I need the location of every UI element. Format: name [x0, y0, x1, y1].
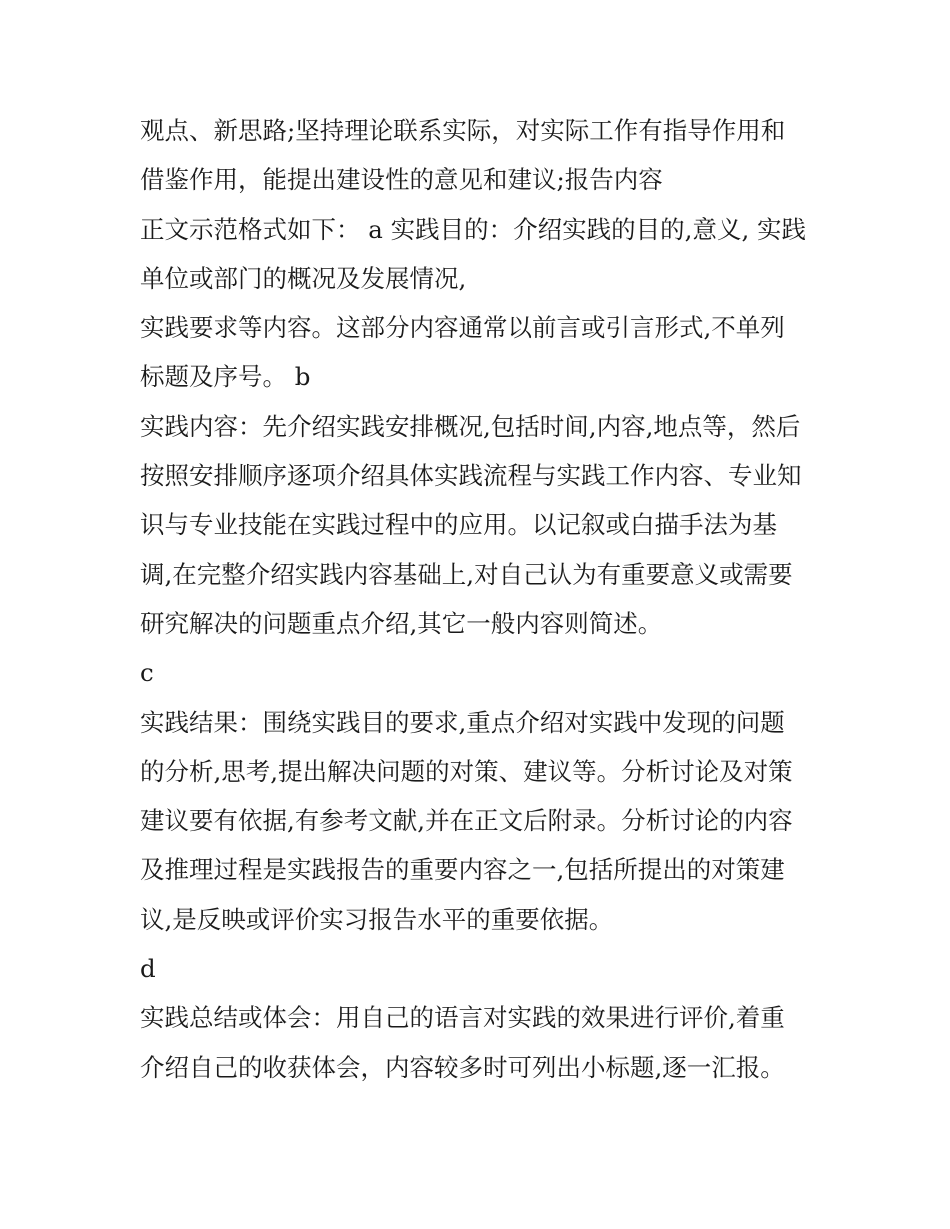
text-line: 介绍自己的收获体会，内容较多时可列出小标题,逐一汇报。	[140, 1052, 785, 1082]
section-marker-c: c	[140, 658, 154, 688]
text-line: 正文示范格式如下： a 实践目的：介绍实践的目的,意义, 实践	[140, 214, 807, 244]
section-marker-d: d	[140, 954, 156, 984]
text-line: 按照安排顺序逐项介绍具体实践流程与实践工作内容、专业知	[140, 461, 802, 491]
document-body	[140, 106, 830, 1092]
text-line: 及推理过程是实践报告的重要内容之一,包括所提出的对策建	[140, 855, 785, 885]
text-line: 实践要求等内容。这部分内容通常以前言或引言形式,不单列	[140, 313, 785, 343]
text-line: 议,是反映或评价实习报告水平的重要依据。	[140, 904, 614, 934]
text-line: 识与专业技能在实践过程中的应用。以记叙或白描手法为基	[140, 510, 777, 540]
text-line: 实践结果：围绕实践目的要求,重点介绍对实践中发现的问题	[140, 707, 785, 737]
text-line: 观点、新思路;坚持理论联系实际，对实际工作有指导作用和	[140, 116, 786, 145]
text-line: 调,在完整介绍实践内容基础上,对自己认为有重要意义或需要	[140, 559, 793, 589]
text-line: 标题及序号。 b	[140, 362, 311, 392]
text-line: 实践内容：先介绍实践安排概况,包括时间,内容,地点等，然后	[140, 411, 801, 441]
text-line: 借鉴作用，能提出建设性的意见和建议;报告内容	[140, 165, 663, 195]
text-line: 实践总结或体会：用自己的语言对实践的效果进行评价,着重	[140, 1003, 785, 1033]
text-line: 单位或部门的概况及发展情况,	[140, 263, 467, 293]
text-line: 研究解决的问题重点介绍,其它一般内容则简述。	[140, 608, 663, 638]
text-line: 建议要有依据,有参考文献,并在正文后附录。分析讨论的内容	[140, 806, 793, 836]
text-line: 的分析,思考,提出解决问题的对策、建议等。分析讨论及对策	[140, 756, 793, 786]
